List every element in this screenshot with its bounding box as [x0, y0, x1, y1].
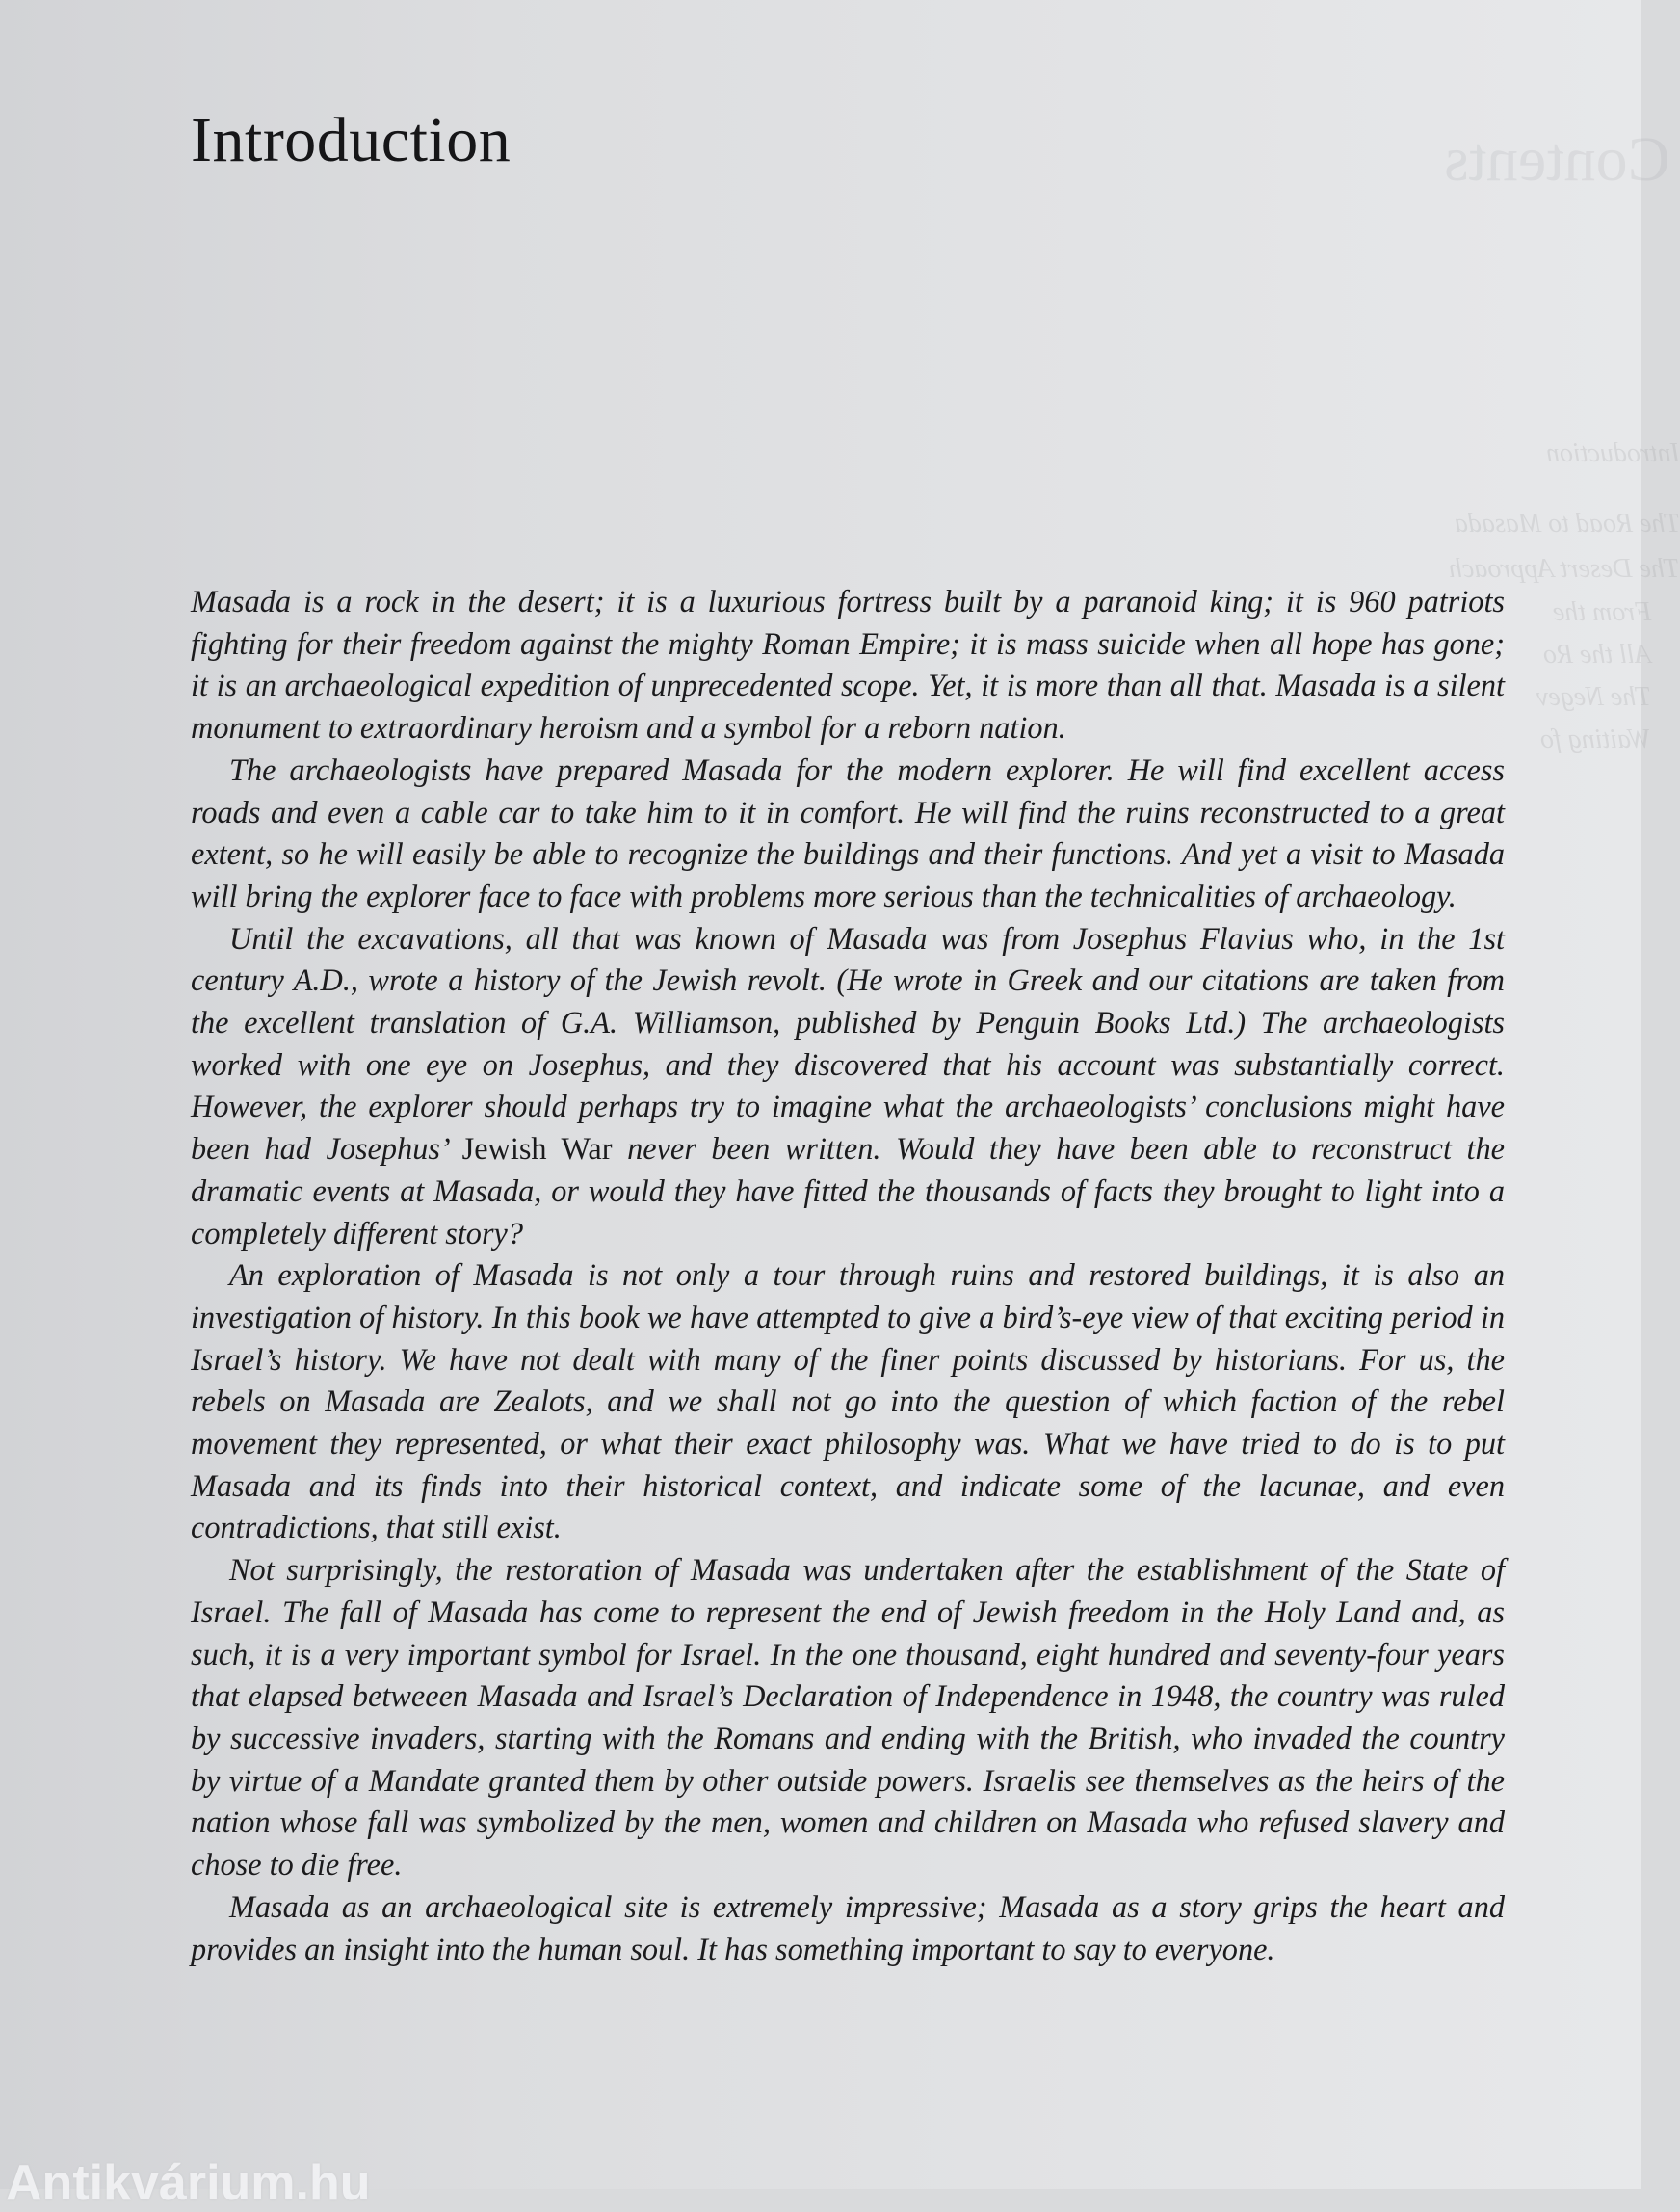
bleed-through-title: Contents	[1444, 124, 1670, 195]
paragraph-text: The archaeologists have prepared Masada for the modern explorer. He will find excellent access roads and even a cable car to take him to it in comfort. He will find the ruins reconstructed to a great extent, so he will easily be able to recognize the buildings and their functions. And yet a visit to Masada will bring the explorer face to face with problems more serious than the technicalities of archaeology.	[191, 751, 1505, 913]
body-paragraph	[191, 581, 1505, 750]
watermark: Antikvárium.hu	[6, 2155, 371, 2211]
bleed-through-line: The Negev	[1536, 682, 1651, 712]
body-paragraph	[191, 1886, 1505, 1970]
bleed-through-line: The Road to Masada	[1454, 509, 1680, 539]
introduction-body	[191, 581, 1505, 1970]
paragraph-text: Masada is a rock in the desert; it is a luxurious fortress built by a paranoid king; it is 960 patriots fighting for their freedom against the mighty Roman Empire; it is mass suicide when all hope has gone; it is an archaeological expedition of unprecedented scope. Yet, it is more than all that. Masada is a silent monument to extraordinary heroism and a symbol for a reborn nation.	[191, 584, 1505, 746]
paragraph-text: Until the excavations, all that was known of Masada was from Josephus Flavius who, in the 1st century A.D., wrote a history of the Jewish revolt. (He wrote in Greek and our citations are taken from the excellent translation of G.A. Williamson, published by Penguin Books Ltd.) The archaeologists worked with one eye on Josephus, and they discovered that his account was substantially correct. However, the explorer should perhaps try to imagine what the archaeologists’ conclusions might have been had Josephus’	[191, 920, 1505, 1167]
bleed-through-line: All the Ro	[1543, 640, 1651, 670]
paragraph-text: Masada as an archaeological site is extremely impressive; Masada as a story grips the heart and provides an insight into the human soul. It has something important to say to everyone.	[191, 1888, 1505, 1966]
body-paragraph	[191, 750, 1505, 918]
body-paragraph	[191, 918, 1505, 1255]
paragraph-text: Not surprisingly, the restoration of Masada was undertaken after the establishment of the State of Israel. The fall of Masada has come to represent the end of Jewish freedom in the Holy Land and, as such, it is a very important symbol for Israel. In the one thousand, eight hundred and seventy-four years that elapsed betweeen Masada and Israel’s Declaration of Independence in 1948, the country was ruled by successive invaders, starting with the Romans and ending with the British, who invaded the country by virtue of a Mandate granted them by other outside powers. Israelis see themselves as the heirs of the nation whose fall was symbolized by the men, women and children on Masada who refused slavery and chose to die free.	[191, 1552, 1505, 1883]
page-title: Introduction	[191, 105, 512, 175]
body-paragraph	[191, 1254, 1505, 1549]
bleed-through-line: The Desert Approach	[1449, 554, 1680, 584]
paragraph-text: An exploration of Masada is not only a tour through ruins and restored buildings, it is also an investigation of history. In this book we have attempted to give a bird’s-eye view of that exciting period in Israel’s history. We have not dealt with many of the finer points discussed by historians. For us, the rebels on Masada are Zealots, and we shall not go into the question of which faction of the rebel movement they represented, or what their exact philosophy was. What we have tried to do is to put Masada and its finds into their historical context, and indicate some of the lacunae, and even contradictions, that still exist.	[191, 1257, 1505, 1545]
bleed-through-line: Introduction	[1546, 438, 1680, 468]
bleed-through-line: From the	[1552, 597, 1651, 627]
body-paragraph	[191, 1549, 1505, 1886]
paragraph-text: never been written. Would they have been able to reconstruct the dramatic events at Masada, or would they have fitted the thousands of facts they brought to light into a completely different story?	[191, 1131, 1505, 1251]
book-title-reference: Jewish War	[461, 1131, 613, 1167]
bleed-through-line: Waiting fo	[1540, 724, 1651, 754]
